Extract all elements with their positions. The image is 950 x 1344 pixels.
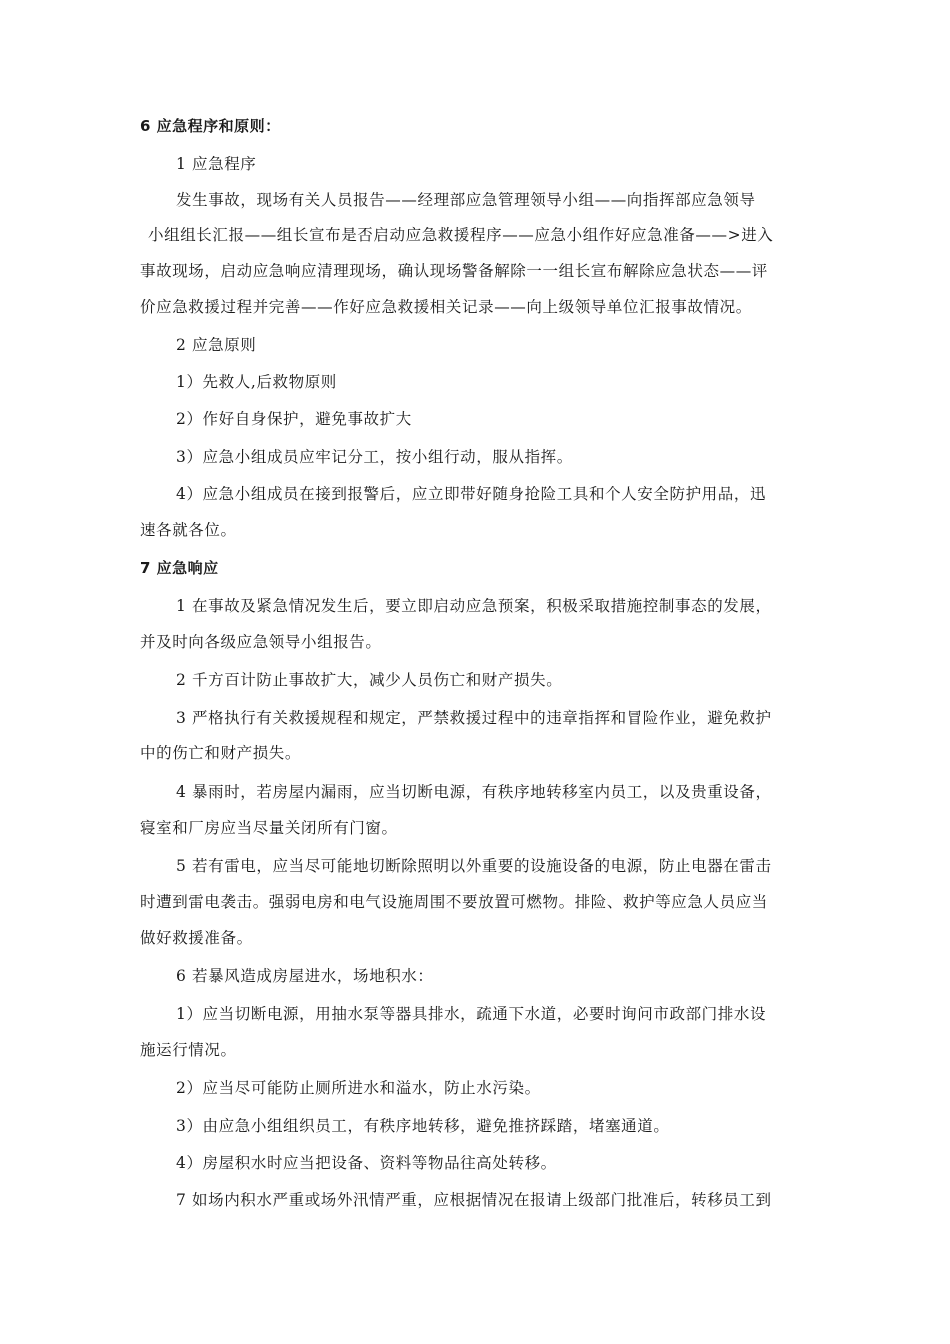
response-item-1-line-1: 1 在事故及紧急情况发生后，要立即启动应急预案，积极采取措施控制事态的发展， <box>176 597 772 615</box>
principle-4-line-2: 速各就各位。 <box>140 521 237 539</box>
section-7-heading: 7 应急响应 <box>140 559 219 577</box>
response-item-4-line-2: 寝室和厂房应当尽量关闭所有门窗。 <box>140 819 398 837</box>
principle-4-line-1: 4）应急小组成员在接到报警后，应立即带好随身抢险工具和个人安全防护用品，迅 <box>176 485 767 503</box>
response-item-6-sub-4: 4）房屋积水时应当把设备、资料等物品往高处转移。 <box>176 1154 557 1172</box>
response-item-5-line-1: 5 若有雷电，应当尽可能地切断除照明以外重要的设施设备的电源，防止电器在雷击 <box>176 857 772 875</box>
response-item-6-sub-1-line-2: 施运行情况。 <box>140 1041 237 1059</box>
principle-2: 2）作好自身保护，避免事故扩大 <box>176 410 412 428</box>
response-item-3-line-2: 中的伤亡和财产损失。 <box>140 744 302 762</box>
principle-3: 3）应急小组成员应牢记分工，按小组行动，服从指挥。 <box>176 448 573 466</box>
subheading-emergency-procedure: 1 应急程序 <box>176 155 257 173</box>
response-item-7: 7 如场内积水严重或场外汛情严重，应根据情况在报请上级部门批准后，转移员工到 <box>176 1191 772 1209</box>
response-item-1-line-2: 并及时向各级应急领导小组报告。 <box>140 633 382 651</box>
response-item-3-line-1: 3 严格执行有关救援规程和规定，严禁救援过程中的违章指挥和冒险作业，避免救护 <box>176 709 772 727</box>
procedure-line-4: 价应急救援过程并完善——作好应急救援相关记录——向上级领导单位汇报事故情况。 <box>140 298 752 316</box>
response-item-6: 6 若暴风造成房屋进水，场地积水： <box>176 967 434 985</box>
procedure-line-2: 小组组长汇报——组长宣布是否启动应急救援程序——应急小组作好应急准备——>进入 <box>148 226 774 244</box>
principle-1: 1）先救人,后救物原则 <box>176 373 337 391</box>
response-item-5-line-3: 做好救援准备。 <box>140 929 253 947</box>
response-item-6-sub-1-line-1: 1）应当切断电源，用抽水泵等器具排水，疏通下水道，必要时询问市政部门排水设 <box>176 1005 767 1023</box>
section-6-heading: 6 应急程序和原则： <box>140 117 281 135</box>
response-item-4-line-1: 4 暴雨时，若房屋内漏雨，应当切断电源，有秩序地转移室内员工，以及贵重设备， <box>176 783 772 801</box>
response-item-6-sub-3: 3）由应急小组组织员工，有秩序地转移，避免推挤踩踏，堵塞通道。 <box>176 1117 670 1135</box>
response-item-5-line-2: 时遭到雷电袭击。强弱电房和电气设施周围不要放置可燃物。排险、救护等应急人员应当 <box>140 893 768 911</box>
response-item-6-sub-2: 2）应当尽可能防止厕所进水和溢水，防止水污染。 <box>176 1079 541 1097</box>
response-item-2: 2 千方百计防止事故扩大，减少人员伤亡和财产损失。 <box>176 671 563 689</box>
procedure-line-3: 事故现场，启动应急响应清理现场，确认现场警备解除一一组长宣布解除应急状态——评 <box>140 262 768 280</box>
subheading-emergency-principles: 2 应急原则 <box>176 336 257 354</box>
procedure-line-1: 发生事故，现场有关人员报告——经理部应急管理领导小组——向指挥部应急领导 <box>176 191 756 209</box>
